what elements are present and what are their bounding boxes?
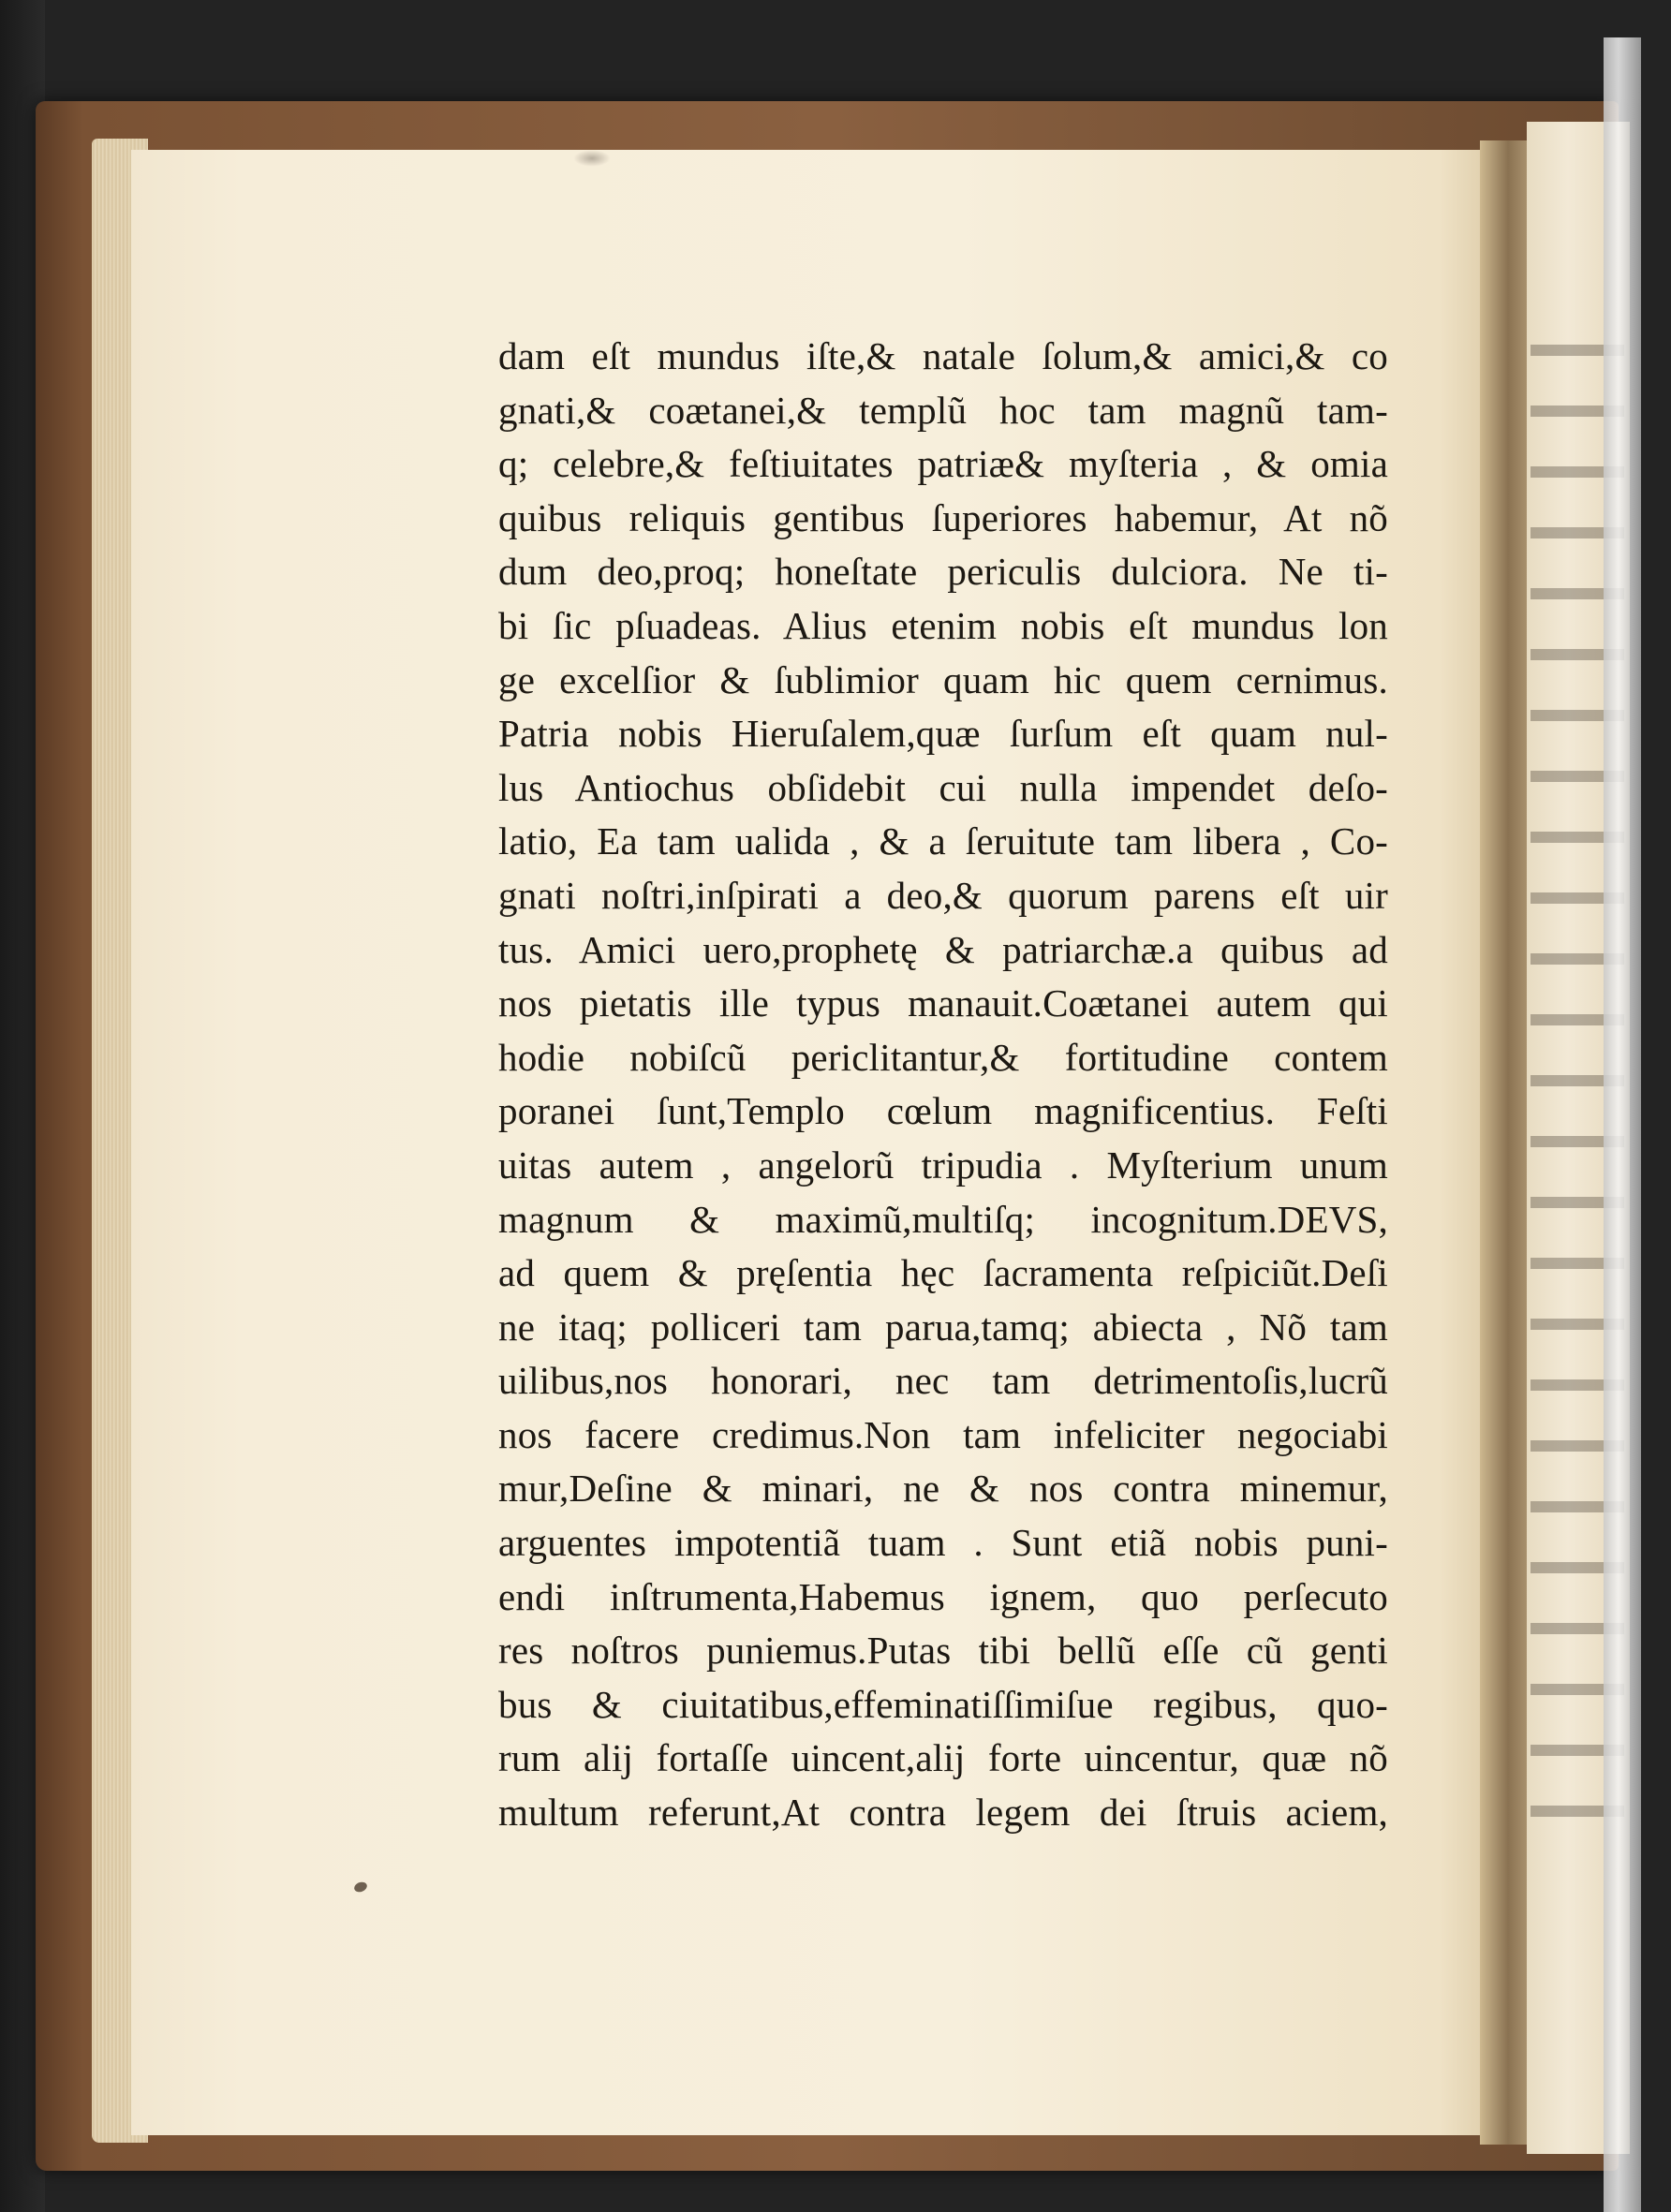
ink-smudge — [573, 150, 611, 167]
text-line: endi inſtrumenta,Habemus ignem, quo perſecuto — [498, 1574, 1388, 1618]
text-line: ad quem & pręſentia hęc ſacramenta reſpiciũt.Deſi — [498, 1251, 1388, 1295]
text-line: bus & ciuitatibus,effeminatiſſimiſue regibus, quo- — [498, 1682, 1388, 1726]
text-line: rum alij fortaſſe uincent,alij forte uincentur, quæ nõ — [498, 1736, 1388, 1780]
text-line: tus. Amici uero,prophetę & patriarchæ.a quibus ad — [498, 927, 1388, 971]
text-line: arguentes impotentiã tuam . Sunt etiã nobis puni- — [498, 1521, 1388, 1565]
text-line: mur,Deſine & minari, ne & nos contra minemur, — [498, 1467, 1388, 1511]
text-line: gnati,& coætanei,& templũ hoc tam magnũ tam- — [498, 388, 1388, 432]
text-line: latio, Ea tam ualida , & a ſeruitute tam libera , Co- — [498, 819, 1388, 863]
text-line: magnum & maximũ,multiſq; incognitum.DEVS, — [498, 1197, 1388, 1241]
text-line: poranei ſunt,Templo cœlum magnificentius. Feſti — [498, 1089, 1388, 1133]
text-line: ge excelſior & ſublimior quam hic quem cernimus. — [498, 657, 1388, 701]
text-line: dam eſt mundus iſte,& natale ſolum,& amici,& co — [498, 334, 1388, 377]
text-line: multum referunt,At contra legem dei ſtruis aciem, — [498, 1791, 1388, 1835]
text-line: dum deo,proq; honeſtate periculis dulciora. Ne ti- — [498, 550, 1388, 594]
text-line: q; celebre,& feſtiuitates patriæ& myſteria , & omia — [498, 442, 1388, 486]
text-line: bi ſic pſuadeas. Alius etenim nobis eſt mundus lon — [498, 603, 1388, 647]
text-line: hodie nobiſcũ periclitantur,& fortitudine contem — [498, 1035, 1388, 1079]
text-line: ne itaq; polliceri tam parua,tamq; abiecta , Nõ tam — [498, 1305, 1388, 1349]
text-line: nos facere credimus.Non tam infeliciter negociabi — [498, 1412, 1388, 1456]
glass-clamp — [1604, 37, 1641, 2212]
text-line: nos pietatis ille typus manauit.Coætanei autem qui — [498, 981, 1388, 1025]
text-line: uilibus,nos honorari, nec tam detrimentoſis,lucrũ — [498, 1359, 1388, 1403]
text-line: lus Antiochus obſidebit cui nulla impendet deſo- — [498, 765, 1388, 809]
text-line: Patria nobis Hieruſalem,quæ ſurſum eſt quam nul- — [498, 712, 1388, 756]
text-line: res noſtros puniemus.Putas tibi bellũ eſſe cũ genti — [498, 1629, 1388, 1673]
page-text-block — [498, 330, 1388, 1840]
text-line: gnati noſtri,inſpirati a deo,& quorum parens eſt uir — [498, 873, 1388, 917]
text-line: quibus reliquis gentibus ſuperiores habemur, At nõ — [498, 495, 1388, 539]
text-line: uitas autem , angelorũ tripudia . Myſterium unum — [498, 1143, 1388, 1187]
